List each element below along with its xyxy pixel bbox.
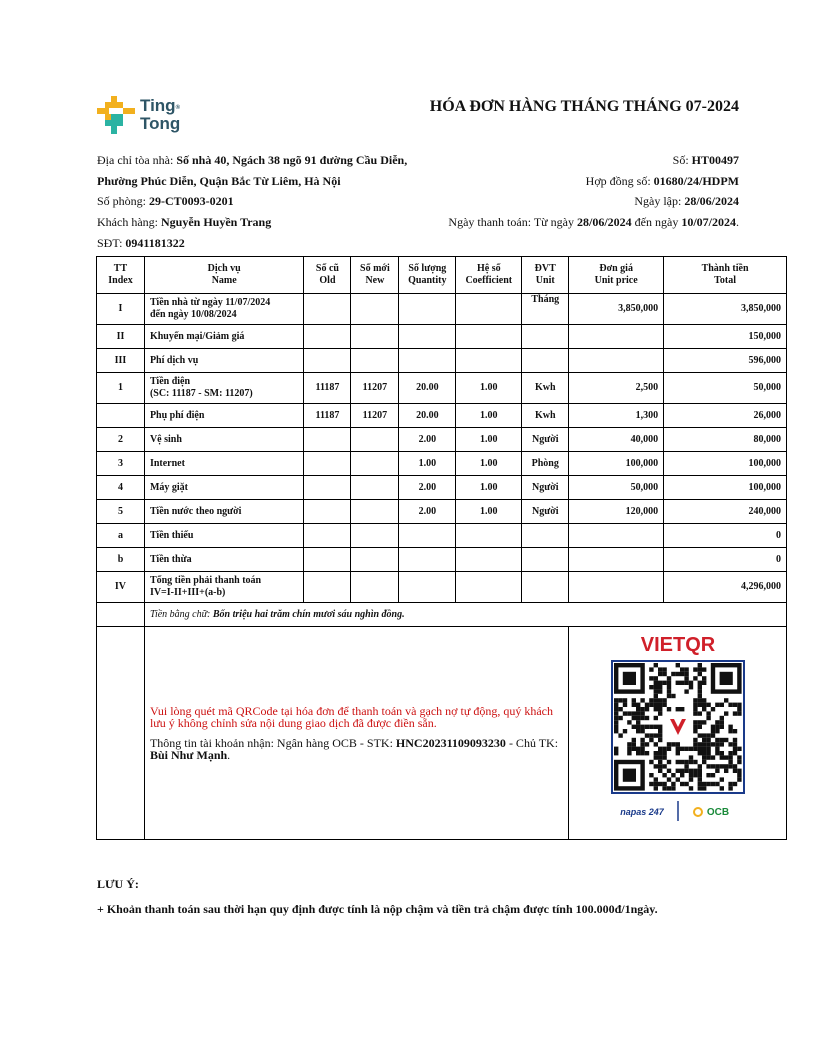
qr-instruction: Vui lòng quét mã QRCode tại hóa đơn để thanh toán và gạch nợ tự động, quý khách lưu ý không chỉnh sửa nội dung giao dịch đã được điền sẵn. [149, 704, 553, 730]
payment-instructions [144, 627, 568, 840]
logo-registered: ® [175, 105, 180, 111]
row-old [304, 524, 351, 548]
row-new [351, 325, 399, 349]
account-number: HNC20231109093230 [395, 736, 506, 750]
header-total: Thành tiền Total [664, 257, 787, 294]
phone-line [97, 236, 185, 251]
invoice-number-label: Số: [672, 153, 692, 167]
row-coefficient [456, 572, 522, 603]
logo-line1: Ting [140, 96, 176, 115]
row-old [304, 476, 351, 500]
row-quantity [399, 548, 456, 572]
row-unit [522, 325, 569, 349]
payment-blank [97, 627, 145, 840]
row-old [304, 452, 351, 476]
row-index [97, 404, 145, 428]
vietqr-block [569, 627, 787, 840]
row-coefficient: 1.00 [456, 452, 522, 476]
row-unit-price: 120,000 [569, 500, 664, 524]
header-old: Số cũ Old [304, 257, 351, 294]
row-unit: Phòng [522, 452, 569, 476]
row-coefficient [456, 325, 522, 349]
holder-suffix: . [227, 748, 231, 762]
payment-period-label: Ngày thanh toán: Từ ngày [448, 215, 577, 229]
address-line2 [97, 174, 341, 189]
contract-value: 01680/24/HDPM [653, 174, 739, 188]
row-quantity [399, 294, 456, 325]
row-name: Tổng tiền phải thanh toán IV=I-II+III+(a-b) [144, 572, 304, 603]
row-index: 2 [97, 428, 145, 452]
table-row [97, 572, 787, 603]
row-unit-price [569, 349, 664, 373]
row-old [304, 325, 351, 349]
row-name: Máy giặt [144, 476, 304, 500]
row-unit-price [569, 548, 664, 572]
row-unit-price: 1,300 [569, 404, 664, 428]
table-row [97, 294, 787, 325]
row-old: 11187 [304, 373, 351, 404]
row-old [304, 572, 351, 603]
row-coefficient: 1.00 [456, 428, 522, 452]
row-unit-price [569, 325, 664, 349]
row-name: Tiền nước theo người [144, 500, 304, 524]
row-total: 240,000 [664, 500, 787, 524]
customer-label: Khách hàng: [97, 215, 161, 229]
row-new [351, 524, 399, 548]
row-quantity [399, 572, 456, 603]
row-index: IV [97, 572, 145, 603]
table-row [97, 325, 787, 349]
row-total: 80,000 [664, 428, 787, 452]
amount-in-words [144, 603, 786, 627]
row-coefficient [456, 349, 522, 373]
account-holder: Bùi Như Mạnh [149, 748, 228, 762]
row-new [351, 476, 399, 500]
row-new [351, 500, 399, 524]
row-name: Vệ sinh [144, 428, 304, 452]
row-name: Phụ phí điện [144, 404, 304, 428]
row-old [304, 349, 351, 373]
row-unit [522, 349, 569, 373]
row-quantity [399, 325, 456, 349]
payment-row [97, 627, 787, 840]
row-index: II [97, 325, 145, 349]
row-quantity [399, 524, 456, 548]
row-total: 150,000 [664, 325, 787, 349]
row-unit: Kwh [522, 404, 569, 428]
row-coefficient: 1.00 [456, 404, 522, 428]
row-new [351, 294, 399, 325]
contract-line [586, 174, 739, 189]
row-index: 4 [97, 476, 145, 500]
room-label: Số phòng: [97, 194, 150, 208]
row-new [351, 349, 399, 373]
row-index: a [97, 524, 145, 548]
row-index: b [97, 548, 145, 572]
header-coefficient: Hệ số Coefficient [456, 257, 522, 294]
row-total: 100,000 [664, 476, 787, 500]
row-coefficient [456, 548, 522, 572]
row-old [304, 500, 351, 524]
row-new: 11207 [351, 404, 399, 428]
address-label: Địa chỉ tòa nhà: [97, 153, 177, 167]
payment-period-mid: đến ngày [631, 215, 682, 229]
logo-line2: Tong [140, 114, 181, 133]
created-date-label: Ngày lập: [634, 194, 685, 208]
tingtong-logo [97, 96, 197, 138]
contract-label: Hợp đồng số: [585, 174, 654, 188]
customer-value: Nguyễn Huyền Trang [160, 215, 272, 229]
header-unit-price: Đơn giá Unit price [569, 257, 664, 294]
row-unit-price: 50,000 [569, 476, 664, 500]
invoice-table [96, 256, 787, 840]
row-quantity: 2.00 [399, 500, 456, 524]
header-quantity: Số lượng Quantity [399, 257, 456, 294]
table-row [97, 373, 787, 404]
row-old [304, 428, 351, 452]
row-unit [522, 524, 569, 548]
address-value2: Phường Phúc Diễn, Quận Bắc Từ Liêm, Hà Nội [97, 174, 341, 188]
row-new [351, 572, 399, 603]
row-unit-price: 100,000 [569, 452, 664, 476]
address-value1: Số nhà 40, Ngách 38 ngõ 91 đường Cầu Diễn, [176, 153, 408, 167]
table-row [97, 428, 787, 452]
row-unit: Kwh [522, 373, 569, 404]
row-old [304, 294, 351, 325]
row-quantity: 1.00 [399, 452, 456, 476]
notes-heading: LƯU Ý: [97, 877, 139, 891]
amount-in-words-value: Bốn triệu hai trăm chín mươi sáu nghìn đồng. [212, 608, 405, 620]
row-new [351, 428, 399, 452]
header-name: Dịch vụ Name [144, 257, 304, 294]
row-coefficient: 1.00 [456, 373, 522, 404]
row-new: 11207 [351, 373, 399, 404]
amount-in-words-label: Tiền bằng chữ: [149, 608, 213, 620]
row-unit [522, 572, 569, 603]
row-index: I [97, 294, 145, 325]
row-index: 1 [97, 373, 145, 404]
row-coefficient: 1.00 [456, 500, 522, 524]
row-unit-price: 2,500 [569, 373, 664, 404]
table-row [97, 500, 787, 524]
table-row [97, 548, 787, 572]
row-old: 11187 [304, 404, 351, 428]
vietqr-logo-text: VIETQR [640, 634, 715, 656]
napas-logo-text: napas 247 [619, 807, 664, 817]
created-date-line [634, 194, 739, 209]
customer-line [97, 215, 271, 230]
payment-period-end: . [736, 215, 739, 229]
row-unit-price [569, 524, 664, 548]
invoice-title: HÓA ĐƠN HÀNG THÁNG THÁNG 07-2024 [429, 98, 739, 115]
amount-in-words-row [97, 603, 787, 627]
row-index: 3 [97, 452, 145, 476]
row-total: 4,296,000 [664, 572, 787, 603]
row-name: Phí dịch vụ [144, 349, 304, 373]
created-date-value: 28/06/2024 [684, 194, 739, 208]
row-unit: Tháng [522, 294, 569, 325]
row-total: 100,000 [664, 452, 787, 476]
row-total: 596,000 [664, 349, 787, 373]
row-unit: Người [522, 428, 569, 452]
row-quantity: 20.00 [399, 373, 456, 404]
header-index: TT Index [97, 257, 145, 294]
table-row [97, 349, 787, 373]
row-old [304, 548, 351, 572]
address-line1 [97, 153, 407, 168]
row-index: III [97, 349, 145, 373]
row-quantity: 2.00 [399, 428, 456, 452]
row-unit [522, 548, 569, 572]
row-coefficient [456, 294, 522, 325]
row-name: Khuyến mại/Giảm giá [144, 325, 304, 349]
row-name: Tiền nhà từ ngày 11/07/2024 đến ngày 10/08/2024 [144, 294, 304, 325]
row-new [351, 452, 399, 476]
amount-in-words-blank [97, 603, 145, 627]
notes-line1: + Khoản thanh toán sau thời hạn quy định được tính là nộp chậm và tiền trả chậm được tính 100.000đ/1ngày. [97, 902, 658, 916]
vietqr-code-icon [608, 631, 748, 831]
payment-period-from: 28/06/2024 [577, 215, 632, 229]
room-line [97, 194, 234, 209]
table-row [97, 404, 787, 428]
table-header-row [97, 257, 787, 294]
account-info [150, 737, 563, 761]
invoice-number-value: HT00497 [691, 153, 739, 167]
payment-period-to: 10/07/2024 [681, 215, 736, 229]
row-unit: Người [522, 476, 569, 500]
row-unit: Người [522, 500, 569, 524]
row-unit-price: 40,000 [569, 428, 664, 452]
row-unit-price: 3,850,000 [569, 294, 664, 325]
payment-period-line [448, 215, 739, 230]
account-prefix: Thông tin tài khoản nhận: Ngân hàng OCB - STK: [149, 736, 396, 750]
row-index: 5 [97, 500, 145, 524]
tingtong-logo-mark-icon [97, 96, 139, 138]
row-name: Tiền điện (SC: 11187 - SM: 11207) [144, 373, 304, 404]
phone-value: 0941181322 [125, 236, 185, 250]
invoice-number-line [673, 153, 739, 168]
table-row [97, 476, 787, 500]
row-name: Tiền thiếu [144, 524, 304, 548]
row-total: 50,000 [664, 373, 787, 404]
row-unit-price [569, 572, 664, 603]
row-total: 26,000 [664, 404, 787, 428]
ocb-logo-text: OCB [706, 807, 729, 818]
table-row [97, 452, 787, 476]
row-total: 0 [664, 548, 787, 572]
row-new [351, 548, 399, 572]
header-new: Số mới New [351, 257, 399, 294]
row-quantity [399, 349, 456, 373]
row-name: Tiền thừa [144, 548, 304, 572]
row-coefficient: 1.00 [456, 476, 522, 500]
row-coefficient [456, 524, 522, 548]
holder-prefix: - Chủ TK: [505, 736, 559, 750]
row-name: Internet [144, 452, 304, 476]
row-total: 3,850,000 [664, 294, 787, 325]
row-quantity: 20.00 [399, 404, 456, 428]
row-quantity: 2.00 [399, 476, 456, 500]
room-value: 29-CT0093-0201 [149, 194, 234, 208]
header-unit: ĐVT Unit [522, 257, 569, 294]
phone-label: SĐT: [97, 236, 126, 250]
row-total: 0 [664, 524, 787, 548]
table-row [97, 524, 787, 548]
